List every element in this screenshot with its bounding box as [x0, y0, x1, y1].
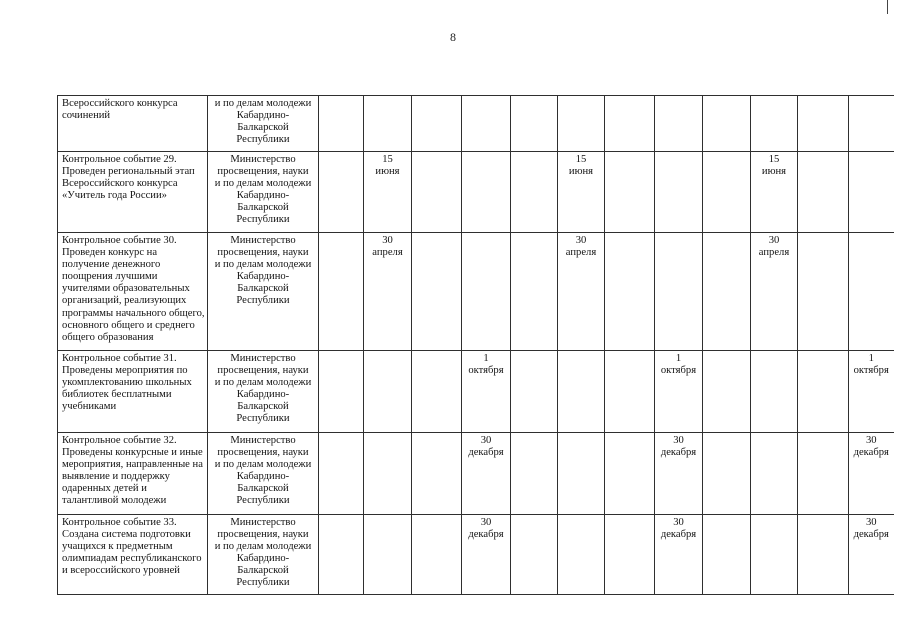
period-cell: [605, 96, 655, 152]
responsible-cell: [208, 433, 319, 515]
date-day: 30: [575, 235, 587, 246]
period-cell: [511, 233, 558, 351]
period-cell: [558, 233, 605, 351]
date-month: октября: [468, 365, 504, 377]
responsible-cell: [208, 351, 319, 433]
period-cell: [462, 433, 511, 515]
responsible-text-line: просвещения, науки: [217, 365, 309, 377]
responsible-text-line: и по делам молодежи: [214, 98, 312, 109]
period-cell: [751, 351, 798, 433]
date-day: 15: [382, 154, 393, 165]
date-month: декабря: [853, 529, 889, 541]
responsible-text-line: и по делам молодежи: [214, 459, 312, 471]
responsible-text-line: просвещения, науки: [217, 529, 309, 541]
event-text-line: Контрольное событие 33.: [62, 517, 177, 528]
date-month: апреля: [372, 247, 403, 259]
date-day: 1: [868, 353, 874, 364]
period-cell: [849, 152, 894, 233]
event-cell: [58, 515, 208, 595]
event-text-line: Контрольное событие 32.: [62, 435, 177, 446]
period-cell: [412, 515, 462, 595]
period-cell: [751, 233, 798, 351]
event-cell: [58, 351, 208, 433]
responsible-cell: [208, 96, 319, 152]
period-cell: [798, 515, 849, 595]
responsible-text-line: Балкарской: [237, 401, 289, 413]
period-cell: [319, 515, 364, 595]
responsible-text-line: Балкарской: [237, 283, 289, 295]
period-cell: [605, 433, 655, 515]
period-cell: [558, 96, 605, 152]
responsible-text-line: Министерство: [230, 154, 296, 165]
event-text-line: Проведены конкурсные и иные: [62, 447, 203, 459]
period-cell: [558, 433, 605, 515]
event-text-line: Проведен региональный этап: [62, 166, 195, 178]
date-month: декабря: [660, 529, 697, 541]
period-cell: [655, 96, 703, 152]
date-month: декабря: [853, 447, 889, 459]
event-text-line: сочинений: [62, 110, 111, 122]
period-cell: [655, 433, 703, 515]
period-cell: [751, 515, 798, 595]
responsible-text-line: Республики: [236, 134, 290, 146]
period-cell: [655, 351, 703, 433]
responsible-cell: [208, 152, 319, 233]
event-cell: [58, 152, 208, 233]
event-cell: [58, 96, 208, 152]
event-cell: [58, 433, 208, 515]
responsible-cell: [208, 515, 319, 595]
period-cell: [655, 152, 703, 233]
event-text-line: Контрольное событие 29.: [62, 154, 177, 165]
responsible-text-line: и по делам молодежи: [214, 178, 312, 190]
responsible-text-line: Кабардино-: [236, 190, 290, 202]
responsible-text-line: и по делам молодежи: [214, 377, 312, 389]
period-cell: [798, 233, 849, 351]
event-text-line: мероприятия, направленные на: [62, 459, 203, 471]
date-month: июня: [375, 166, 400, 178]
date-month: апреля: [565, 247, 597, 259]
responsible-text-line: Министерство: [230, 235, 296, 246]
date-day: 30: [768, 235, 780, 246]
date-day: 30: [865, 517, 877, 528]
event-text-line: учащихся к предметным: [62, 541, 173, 553]
period-cell: [319, 433, 364, 515]
responsible-text-line: просвещения, науки: [217, 166, 309, 178]
event-text-line: поощрения лучшими: [62, 271, 158, 283]
event-text-line: Проведен конкурс на: [62, 247, 158, 259]
period-cell: [558, 351, 605, 433]
table-row: [58, 233, 894, 351]
period-cell: [511, 96, 558, 152]
table-row: [58, 515, 894, 595]
period-cell: [364, 433, 412, 515]
period-cell: [364, 96, 412, 152]
event-text-line: основного общего и среднего: [62, 319, 195, 331]
period-cell: [703, 515, 751, 595]
page-number: 8: [450, 30, 456, 44]
responsible-text-line: Кабардино-: [236, 389, 290, 401]
period-cell: [364, 515, 412, 595]
event-text-line: укомплектованию школьных: [62, 377, 192, 389]
period-cell: [558, 152, 605, 233]
date-day: 15: [575, 154, 587, 165]
period-cell: [319, 96, 364, 152]
period-cell: [849, 351, 894, 433]
period-cell: [412, 152, 462, 233]
responsible-text-line: Республики: [236, 577, 290, 589]
date-month: октября: [660, 365, 697, 377]
event-text-line: Контрольное событие 31.: [62, 353, 177, 364]
period-cell: [364, 233, 412, 351]
date-day: 1: [483, 353, 489, 364]
period-cell: [462, 351, 511, 433]
period-cell: [751, 433, 798, 515]
responsible-text-line: Министерство: [230, 435, 296, 446]
table-row: [58, 433, 894, 515]
period-cell: [703, 233, 751, 351]
date-month: июня: [568, 166, 594, 178]
responsible-text-line: Министерство: [230, 353, 296, 364]
responsible-text-line: Балкарской: [237, 122, 289, 134]
period-cell: [511, 515, 558, 595]
event-text-line: Всероссийского конкурса: [62, 178, 178, 190]
date-day: 30: [480, 435, 492, 446]
date-day: 15: [768, 154, 780, 165]
event-text-line: и всероссийского уровней: [62, 565, 180, 577]
event-text-line: общего образования: [62, 331, 154, 343]
schedule-table-body: [58, 96, 894, 595]
period-cell: [605, 351, 655, 433]
period-cell: [605, 152, 655, 233]
responsible-text-line: просвещения, науки: [217, 247, 309, 259]
date-day: 30: [673, 435, 684, 446]
event-text-line: выявление и поддержку: [62, 471, 170, 483]
date-day: 30: [865, 435, 877, 446]
date-day: 1: [675, 353, 682, 364]
period-cell: [703, 351, 751, 433]
period-cell: [511, 433, 558, 515]
table-row: [58, 96, 894, 152]
period-cell: [703, 96, 751, 152]
event-text-line: одаренных детей и: [62, 483, 147, 495]
responsible-text-line: Балкарской: [237, 565, 289, 577]
period-cell: [511, 351, 558, 433]
date-month: декабря: [468, 447, 504, 459]
period-cell: [319, 152, 364, 233]
period-cell: [751, 152, 798, 233]
period-cell: [703, 152, 751, 233]
responsible-text-line: Министерство: [230, 517, 296, 528]
event-text-line: получение денежного: [62, 259, 161, 271]
period-cell: [412, 233, 462, 351]
date-month: декабря: [468, 529, 504, 541]
event-text-line: библиотек бесплатными: [62, 389, 172, 401]
event-text-line: программы начального общего,: [62, 307, 205, 319]
period-cell: [751, 96, 798, 152]
period-cell: [849, 96, 894, 152]
period-cell: [849, 433, 894, 515]
event-text-line: олимпиадам республиканского: [62, 553, 202, 565]
responsible-text-line: и по делам молодежи: [214, 259, 312, 271]
period-cell: [798, 152, 849, 233]
period-cell: [849, 515, 894, 595]
event-text-line: Всероссийского конкурса: [62, 98, 178, 109]
event-text-line: Проведены мероприятия по: [62, 365, 188, 377]
event-text-line: организаций, реализующих: [62, 295, 187, 307]
responsible-text-line: Республики: [236, 295, 290, 307]
event-text-line: талантливой молодежи: [62, 495, 167, 507]
date-day: 30: [480, 517, 492, 528]
event-text-line: Контрольное событие 30.: [62, 235, 177, 246]
table-row: [58, 152, 894, 233]
date-month: июня: [761, 166, 787, 178]
schedule-table: [57, 95, 894, 595]
responsible-cell: [208, 233, 319, 351]
event-text-line: учителями образовательных: [62, 283, 190, 295]
period-cell: [364, 351, 412, 433]
period-cell: [605, 515, 655, 595]
period-cell: [462, 233, 511, 351]
period-cell: [655, 515, 703, 595]
period-cell: [364, 152, 412, 233]
event-text-line: Создана система подготовки: [62, 529, 191, 541]
period-cell: [798, 351, 849, 433]
period-cell: [319, 351, 364, 433]
period-cell: [412, 433, 462, 515]
period-cell: [511, 152, 558, 233]
period-cell: [703, 433, 751, 515]
date-day: 30: [673, 517, 684, 528]
period-cell: [462, 96, 511, 152]
event-cell: [58, 233, 208, 351]
period-cell: [655, 233, 703, 351]
date-day: 30: [382, 235, 393, 246]
period-cell: [319, 233, 364, 351]
period-cell: [798, 96, 849, 152]
responsible-text-line: Республики: [236, 214, 290, 226]
event-text-line: учебниками: [62, 401, 117, 413]
responsible-text-line: Кабардино-: [236, 553, 290, 565]
responsible-text-line: и по делам молодежи: [214, 541, 312, 553]
event-text-line: «Учитель года России»: [62, 190, 167, 202]
responsible-text-line: Республики: [236, 495, 290, 507]
period-cell: [849, 233, 894, 351]
date-month: декабря: [660, 447, 697, 459]
responsible-text-line: Балкарской: [237, 483, 289, 495]
period-cell: [412, 351, 462, 433]
period-cell: [798, 433, 849, 515]
responsible-text-line: Балкарской: [237, 202, 289, 214]
responsible-text-line: просвещения, науки: [217, 447, 309, 459]
scan-edge-mark: [887, 0, 888, 14]
period-cell: [558, 515, 605, 595]
responsible-text-line: Кабардино-: [236, 471, 290, 483]
period-cell: [605, 233, 655, 351]
responsible-text-line: Кабардино-: [236, 110, 290, 122]
period-cell: [412, 96, 462, 152]
period-cell: [462, 152, 511, 233]
date-month: октября: [853, 365, 889, 377]
responsible-text-line: Республики: [236, 413, 290, 425]
period-cell: [462, 515, 511, 595]
table-row: [58, 351, 894, 433]
date-month: апреля: [758, 247, 790, 259]
responsible-text-line: Кабардино-: [236, 271, 290, 283]
